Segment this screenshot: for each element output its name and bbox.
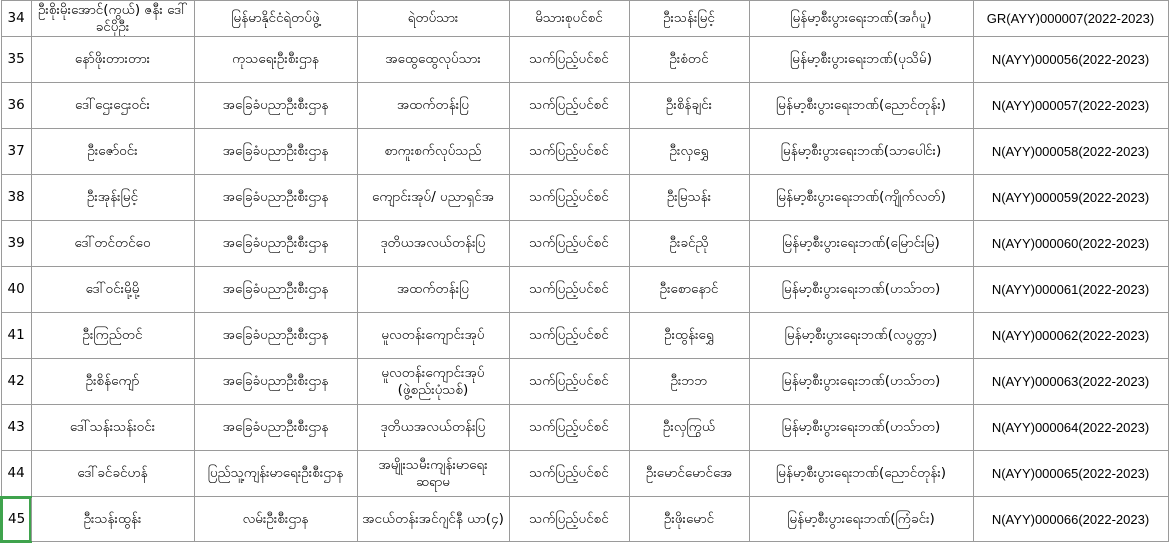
cell-nominee[interactable]: ဦးသန်းမြင့် bbox=[629, 1, 749, 37]
cell-position[interactable]: အထက်တန်းပြ bbox=[357, 267, 509, 313]
cell-row-number[interactable]: 39 bbox=[1, 221, 31, 267]
cell-pension-type[interactable]: သက်ပြည့်ပင်စင် bbox=[509, 267, 629, 313]
table-row bbox=[1, 1, 1168, 37]
cell-bank-branch[interactable]: မြန်မာ့စီးပွားရေးဘဏ်(လပွတ္တာ) bbox=[749, 313, 973, 359]
cell-registration-number[interactable]: N(AYY)000063(2022-2023) bbox=[973, 359, 1168, 405]
cell-pension-type[interactable]: သက်ပြည့်ပင်စင် bbox=[509, 359, 629, 405]
cell-nominee[interactable]: ဦးစိန်ချင်း bbox=[629, 83, 749, 129]
cell-registration-number[interactable]: N(AYY)000065(2022-2023) bbox=[973, 451, 1168, 497]
cell-nominee[interactable]: ဦးစံတင် bbox=[629, 37, 749, 83]
cell-nominee[interactable]: ဦးလှကြွယ် bbox=[629, 405, 749, 451]
cell-nominee[interactable]: ဦးစောနောင် bbox=[629, 267, 749, 313]
cell-pensioner-name[interactable]: ဦးစိန်ကျော် bbox=[31, 359, 194, 405]
cell-pension-type[interactable]: သက်ပြည့်ပင်စင် bbox=[509, 221, 629, 267]
cell-registration-number[interactable]: N(AYY)000064(2022-2023) bbox=[973, 405, 1168, 451]
cell-row-number[interactable]: 35 bbox=[1, 37, 31, 83]
cell-nominee[interactable]: ဦးမောင်မောင်အေ bbox=[629, 451, 749, 497]
table-row bbox=[1, 175, 1168, 221]
cell-bank-branch[interactable]: မြန်မာ့စီးပွားရေးဘဏ်(ညောင်တုန်း) bbox=[749, 451, 973, 497]
cell-department[interactable]: အခြေခံပညာဦးစီးဌာန bbox=[194, 267, 357, 313]
cell-pensioner-name[interactable]: ဦးသန်းထွန်း bbox=[31, 497, 194, 542]
cell-pension-type[interactable]: သက်ပြည့်ပင်စင် bbox=[509, 129, 629, 175]
cell-department[interactable]: အခြေခံပညာဦးစီးဌာန bbox=[194, 313, 357, 359]
cell-pensioner-name[interactable]: ဦးကြည်တင် bbox=[31, 313, 194, 359]
cell-position[interactable]: ဒုတိယအလယ်တန်းပြ bbox=[357, 221, 509, 267]
cell-bank-branch[interactable]: မြန်မာ့စီးပွားရေးဘဏ်(မြောင်းမြ) bbox=[749, 221, 973, 267]
cell-bank-branch[interactable]: မြန်မာ့စီးပွားရေးဘဏ်(ပုသိမ်) bbox=[749, 37, 973, 83]
cell-pensioner-name[interactable]: ဒေါ်ဝင်းမို့မို့ bbox=[31, 267, 194, 313]
cell-registration-number[interactable]: N(AYY)000062(2022-2023) bbox=[973, 313, 1168, 359]
cell-registration-number[interactable]: N(AYY)000058(2022-2023) bbox=[973, 129, 1168, 175]
cell-row-number[interactable]: 45 bbox=[1, 497, 31, 542]
cell-department[interactable]: အခြေခံပညာဦးစီးဌာန bbox=[194, 221, 357, 267]
cell-position[interactable]: ဒုတိယအလယ်တန်းပြ bbox=[357, 405, 509, 451]
cell-row-number[interactable]: 41 bbox=[1, 313, 31, 359]
cell-position[interactable]: အထက်တန်းပြ bbox=[357, 83, 509, 129]
cell-position[interactable]: ရဲတပ်သား bbox=[357, 1, 509, 37]
cell-pensioner-name[interactable]: ဒေါ်ဌေးဌေးဝင်း bbox=[31, 83, 194, 129]
cell-pension-type[interactable]: သက်ပြည့်ပင်စင် bbox=[509, 451, 629, 497]
cell-department[interactable]: အခြေခံပညာဦးစီးဌာန bbox=[194, 129, 357, 175]
cell-bank-branch[interactable]: မြန်မာ့စီးပွားရေးဘဏ်(ညောင်တုန်း) bbox=[749, 83, 973, 129]
cell-bank-branch[interactable]: မြန်မာ့စီးပွားရေးဘဏ်(အင်္ဂပူ) bbox=[749, 1, 973, 37]
cell-department[interactable]: မြန်မာနိုင်ငံရဲတပ်ဖွဲ့ bbox=[194, 1, 357, 37]
cell-department[interactable]: ကုသရေးဦးစီးဌာန bbox=[194, 37, 357, 83]
table-row bbox=[1, 451, 1168, 497]
cell-bank-branch[interactable]: မြန်မာ့စီးပွားရေးဘဏ်(ဟသ်ာတ) bbox=[749, 359, 973, 405]
cell-row-number[interactable]: 44 bbox=[1, 451, 31, 497]
cell-pensioner-name[interactable]: ဦးဇော်ဝင်း bbox=[31, 129, 194, 175]
cell-row-number[interactable]: 42 bbox=[1, 359, 31, 405]
table-row bbox=[1, 37, 1168, 83]
cell-position[interactable]: ကျောင်းအုပ်/ ပညာရှင်အ bbox=[357, 175, 509, 221]
cell-position[interactable]: မူလတန်းကျောင်းအုပ် (ဖွဲ့စည်းပုံသစ်) bbox=[357, 359, 509, 405]
cell-nominee[interactable]: ဦးမြသန်း bbox=[629, 175, 749, 221]
cell-row-number[interactable]: 43 bbox=[1, 405, 31, 451]
cell-row-number[interactable]: 40 bbox=[1, 267, 31, 313]
cell-pensioner-name[interactable]: ဦးစိုးမိုးအောင်(ကွယ်) ဇနီး ဒေါ်ခင်ပိုဦး bbox=[31, 1, 194, 37]
cell-department[interactable]: အခြေခံပညာဦးစီးဌာန bbox=[194, 359, 357, 405]
cell-pension-type[interactable]: သက်ပြည့်ပင်စင် bbox=[509, 37, 629, 83]
cell-position[interactable]: အထွေထွေလုပ်သား bbox=[357, 37, 509, 83]
cell-pension-type[interactable]: သက်ပြည့်ပင်စင် bbox=[509, 405, 629, 451]
cell-registration-number[interactable]: N(AYY)000056(2022-2023) bbox=[973, 37, 1168, 83]
table-row bbox=[1, 313, 1168, 359]
cell-pension-type[interactable]: သက်ပြည့်ပင်စင် bbox=[509, 313, 629, 359]
cell-pensioner-name[interactable]: ဒေါ်တင်တင်ဝေ bbox=[31, 221, 194, 267]
cell-position[interactable]: စာကူးစက်လုပ်သည် bbox=[357, 129, 509, 175]
cell-pension-type[interactable]: သက်ပြည့်ပင်စင် bbox=[509, 175, 629, 221]
table-row bbox=[1, 405, 1168, 451]
cell-registration-number[interactable]: GR(AYY)000007(2022-2023) bbox=[973, 1, 1168, 37]
cell-bank-branch[interactable]: မြန်မာ့စီးပွားရေးဘဏ်(ကြံခင်း) bbox=[749, 497, 973, 542]
cell-nominee[interactable]: ဦးဖိုးမောင် bbox=[629, 497, 749, 542]
cell-bank-branch[interactable]: မြန်မာ့စီးပွားရေးဘဏ်(သာပေါင်း) bbox=[749, 129, 973, 175]
cell-pensioner-name[interactable]: ဦးအုန်းမြင့် bbox=[31, 175, 194, 221]
cell-row-number[interactable]: 36 bbox=[1, 83, 31, 129]
table-body bbox=[1, 1, 1168, 542]
cell-position[interactable]: အငယ်တန်းအင်ဂျင်နီ ယာ(၄) bbox=[357, 497, 509, 542]
table-row bbox=[1, 267, 1168, 313]
cell-position[interactable]: အမျိုးသမီးကျန်းမာရေး ဆရာမ bbox=[357, 451, 509, 497]
cell-department[interactable]: အခြေခံပညာဦးစီးဌာန bbox=[194, 175, 357, 221]
cell-department[interactable]: လမ်းဦးစီးဌာန bbox=[194, 497, 357, 542]
cell-position[interactable]: မူလတန်းကျောင်းအုပ် bbox=[357, 313, 509, 359]
table-row bbox=[1, 129, 1168, 175]
cell-department[interactable]: အခြေခံပညာဦးစီးဌာန bbox=[194, 83, 357, 129]
cell-pension-type[interactable]: သက်ပြည့်ပင်စင် bbox=[509, 497, 629, 542]
cell-registration-number[interactable]: N(AYY)000066(2022-2023) bbox=[973, 497, 1168, 542]
cell-bank-branch[interactable]: မြန်မာ့စီးပွားရေးဘဏ်(ကျိုက်လတ်) bbox=[749, 175, 973, 221]
cell-row-number[interactable]: 38 bbox=[1, 175, 31, 221]
cell-pensioner-name[interactable]: နော်ဖိုးတားတား bbox=[31, 37, 194, 83]
cell-row-number[interactable]: 37 bbox=[1, 129, 31, 175]
table-row bbox=[1, 359, 1168, 405]
cell-pensioner-name[interactable]: ဒေါ်သန်းသန်းဝင်း bbox=[31, 405, 194, 451]
cell-pension-type[interactable]: သက်ပြည့်ပင်စင် bbox=[509, 83, 629, 129]
cell-nominee[interactable]: ဦးထွန်းရွှေ bbox=[629, 313, 749, 359]
cell-registration-number[interactable]: N(AYY)000061(2022-2023) bbox=[973, 267, 1168, 313]
table-row bbox=[1, 221, 1168, 267]
cell-bank-branch[interactable]: မြန်မာ့စီးပွားရေးဘဏ်(ဟသ်ာတ) bbox=[749, 405, 973, 451]
cell-pension-type[interactable]: မိသားစုပင်စင် bbox=[509, 1, 629, 37]
cell-pensioner-name[interactable]: ဒေါ်ခင်ခင်ဟန် bbox=[31, 451, 194, 497]
cell-registration-number[interactable]: N(AYY)000057(2022-2023) bbox=[973, 83, 1168, 129]
cell-department[interactable]: အခြေခံပညာဦးစီးဌာန bbox=[194, 405, 357, 451]
cell-nominee[interactable]: ဦးဘဘ bbox=[629, 359, 749, 405]
cell-registration-number[interactable]: N(AYY)000060(2022-2023) bbox=[973, 221, 1168, 267]
table-row bbox=[1, 83, 1168, 129]
table-row bbox=[1, 497, 1168, 542]
cell-bank-branch[interactable]: မြန်မာ့စီးပွားရေးဘဏ်(ဟသ်ာတ) bbox=[749, 267, 973, 313]
cell-row-number[interactable]: 34 bbox=[1, 1, 31, 37]
cell-nominee[interactable]: ဦးလှရွှေ bbox=[629, 129, 749, 175]
cell-nominee[interactable]: ဦးခင်ညို bbox=[629, 221, 749, 267]
cell-department[interactable]: ပြည်သူ့ကျန်းမာရေးဦးစီးဌာန bbox=[194, 451, 357, 497]
cell-registration-number[interactable]: N(AYY)000059(2022-2023) bbox=[973, 175, 1168, 221]
